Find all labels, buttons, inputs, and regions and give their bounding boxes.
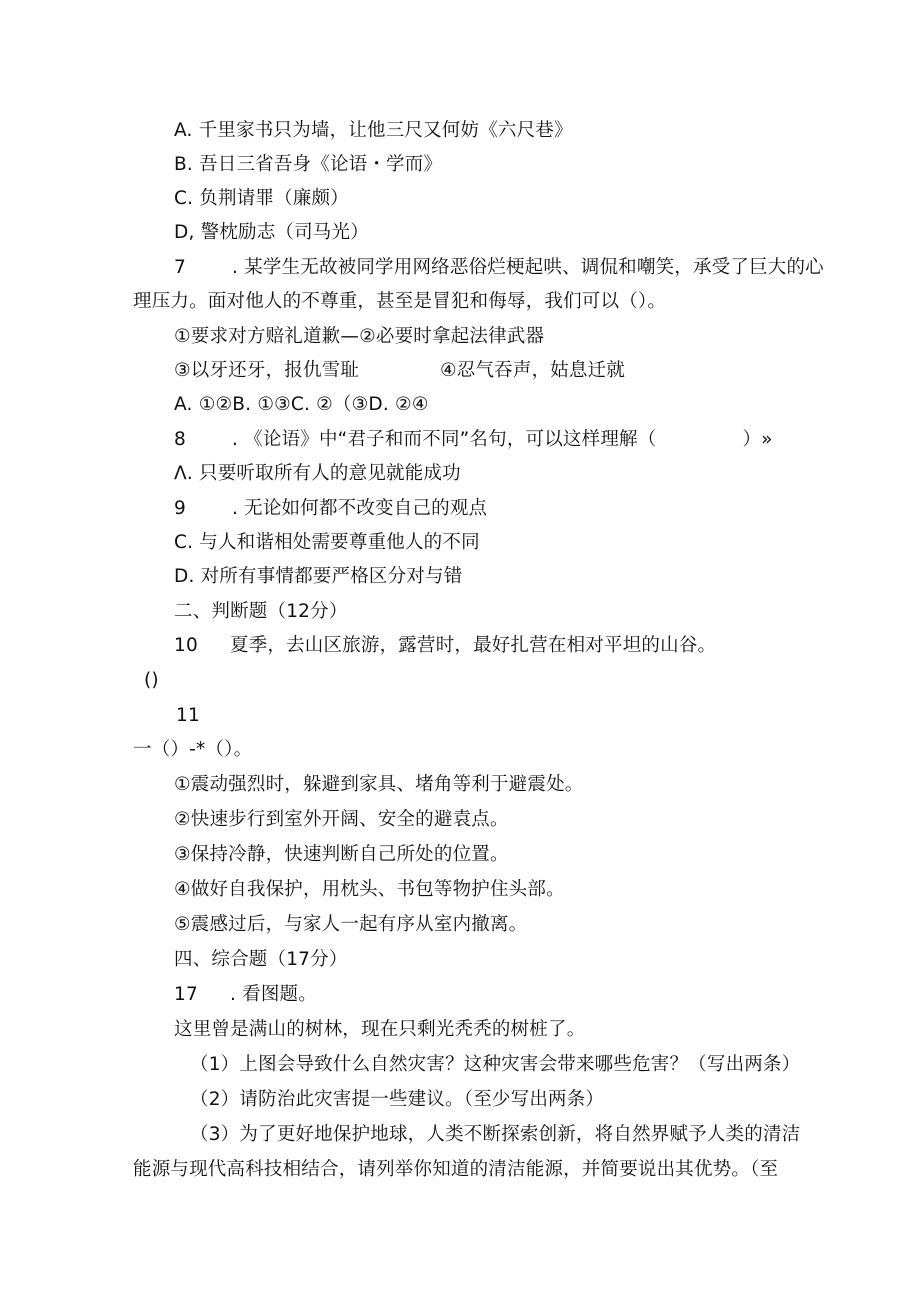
q7-item-4: ④忍气吞声，姑息迁就	[440, 360, 626, 381]
q9-option-c: C. 与人和谐相处需要尊重他人的不同	[174, 532, 480, 553]
section2-heading: 二、判断题（12分）	[174, 601, 348, 622]
q9-text: . 无论如何都不改变自己的观点	[232, 498, 488, 519]
q8-stem	[174, 428, 773, 452]
q7-stem-line1	[174, 256, 824, 280]
q11-text: 一（）-*（）。	[133, 739, 253, 760]
q11-number: 11	[176, 705, 200, 726]
q7-options: A. ①②B. ①③C. ②（③D. ②④	[174, 394, 429, 415]
q6-option-c: C. 负荆请罪（廉颇）	[174, 188, 349, 209]
q8-number: 8	[174, 429, 186, 450]
q8-stem-right: ）»	[742, 429, 773, 450]
q10-number: 10	[174, 635, 198, 656]
q11-step-4: ④做好自我保护，用枕头、书包等物护住头部。	[174, 879, 565, 900]
q10-stem	[174, 634, 716, 658]
q7-item-3: ③以牙还牙，报仇雪耻	[174, 360, 360, 381]
q17-sub3-line1: （3）为了更好地保护地球，人类不断探索创新，将自然界赋予人类的清洁	[190, 1124, 801, 1145]
q17-number: 17	[174, 984, 198, 1005]
q8-option-a: Λ. 只要听取所有人的意见就能成功	[174, 463, 461, 484]
q17-sub2: （2）请防治此灾害提一些建议。（至少写出两条）	[190, 1089, 605, 1110]
q7-stem-text: . 某学生无故被同学用网络恶俗烂梗起哄、调侃和嘲笑，承受了巨大的心	[232, 257, 824, 278]
q8-stem-left: . 《论语》中“君子和而不同”名句，可以这样理解（	[232, 429, 657, 450]
q11-step-1: ①震动强烈时，躲避到家具、堵角等利于避震处。	[174, 774, 584, 795]
q11-step-5: ⑤震感过后，与家人一起有序从室内撤离。	[174, 914, 528, 935]
q7-stem-line2: 理压力。面对他人的不尊重，甚至是冒犯和侮辱，我们可以（）。	[133, 291, 667, 312]
q17-intro: 这里曾是满山的树林，现在只剩光秃秃的树桩了。	[174, 1019, 586, 1040]
q9-option-d: D. 对所有事情都要严格区分对与错	[174, 566, 463, 587]
q17-sub1: （1）上图会导致什么自然灾害？这种灾害会带来哪些危害？（写出两条）	[190, 1054, 801, 1075]
q6-option-a: A. 千里家书只为墙，让他三尺又何妨《六尺巷》	[174, 120, 573, 141]
q10-text: 夏季，去山区旅游，露营时，最好扎营在相对平坦的山谷。	[230, 635, 717, 656]
q6-option-b: B. 吾日三省吾身《论语・学而》	[174, 154, 443, 175]
q7-number: 7	[174, 257, 186, 278]
q7-item-1-2: ①要求对方赔礼道歉—②必要时拿起法律武器	[174, 326, 545, 347]
q9-number: 9	[174, 498, 186, 519]
q10-bracket: ()	[144, 670, 159, 691]
section4-heading: 四、综合题（17分）	[174, 949, 348, 970]
q11-step-2: ②快速步行到室外开阔、安全的避袁点。	[174, 809, 509, 830]
q17-sub3-line2: 能源与现代高科技相结合，请列举你知道的清洁能源，并简要说出其优势。（至	[133, 1159, 779, 1180]
q11-step-3: ③保持冷静，快速判断自己所处的位置。	[174, 844, 509, 865]
q6-option-d: D, 警枕励志（司马光）	[174, 222, 369, 243]
q17-text: . 看图题。	[230, 984, 317, 1005]
q9-stem	[174, 497, 487, 521]
q17-stem	[174, 983, 317, 1007]
